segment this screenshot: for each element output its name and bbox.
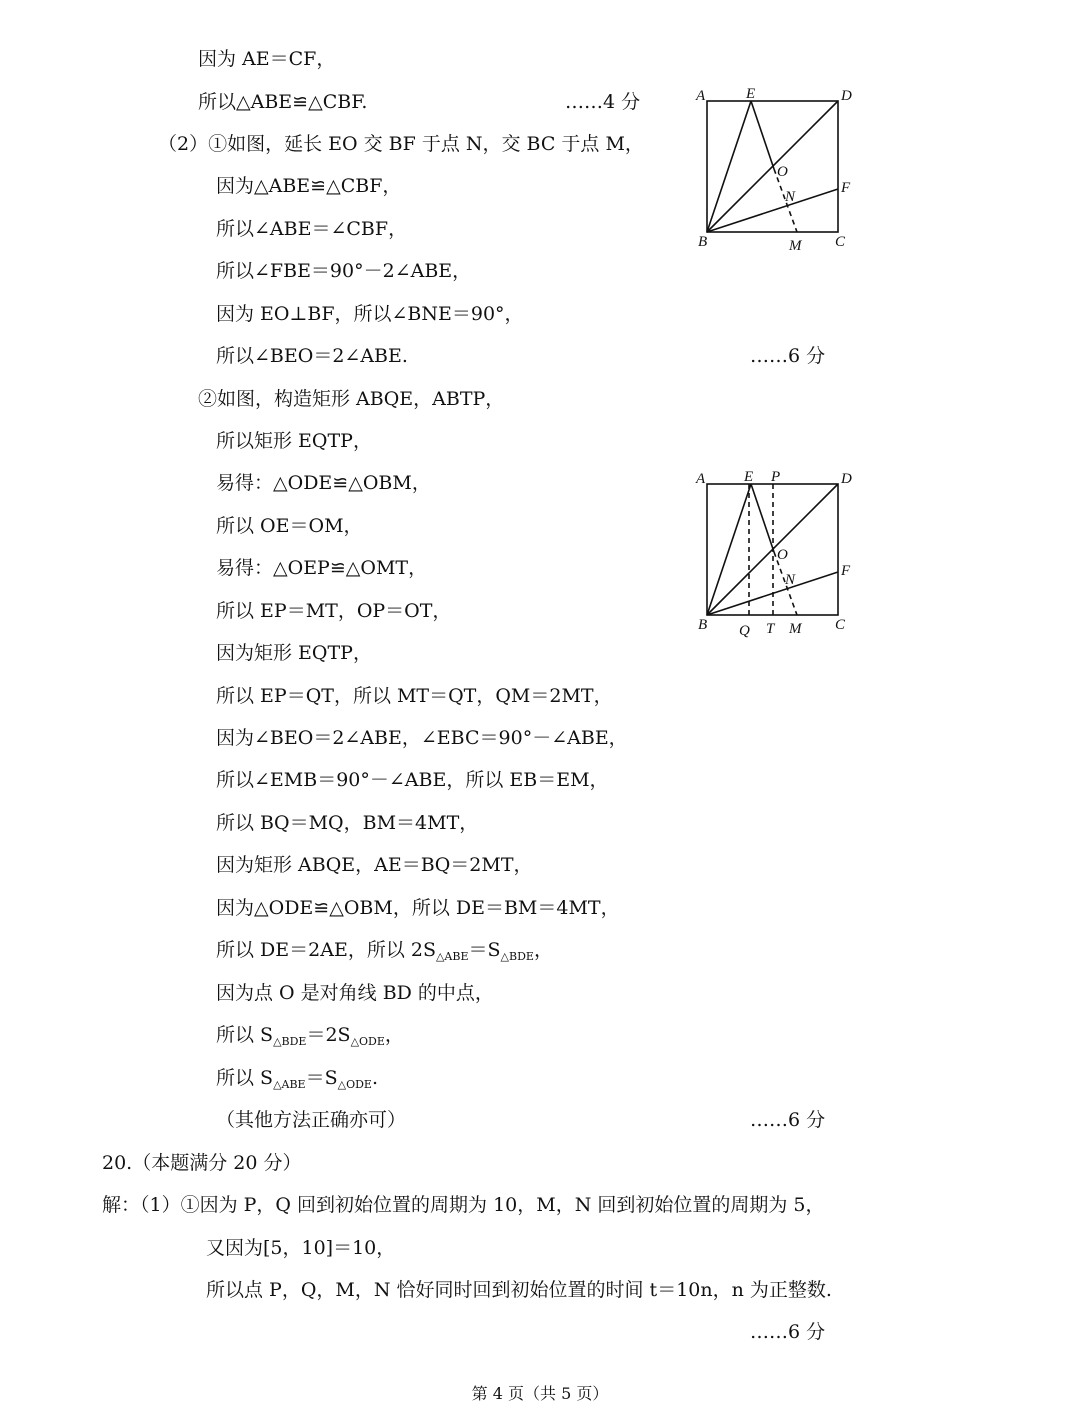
line-s-bde bbox=[216, 1022, 404, 1055]
segment-eo-2 bbox=[751, 484, 774, 552]
figure-square-2 bbox=[690, 467, 860, 643]
label-m: M bbox=[789, 238, 802, 254]
sub-ode: △ODE bbox=[350, 1035, 385, 1048]
sub-abe-2: △ABE bbox=[273, 1078, 306, 1091]
line-bq-eq-mq: 所以 BQ＝MQ，BM＝4MT， bbox=[216, 812, 479, 834]
line-rect-eqtp: 所以矩形 EQTP， bbox=[216, 430, 372, 452]
line-congruent-abe-cbf: 所以△ABE≌△CBF. bbox=[198, 91, 368, 113]
line-s-bde-e: ， bbox=[384, 1024, 404, 1046]
label-f: F bbox=[841, 180, 851, 196]
line-angle-beo-ebc: 因为∠BEO＝2∠ABE，∠EBC＝90°－∠ABE， bbox=[216, 727, 628, 749]
line-de-eq-2ae bbox=[216, 937, 553, 970]
figure-square-1 bbox=[690, 84, 860, 258]
label-o-2: O bbox=[777, 547, 788, 563]
line-oe-eq-om: 所以 OE＝OM， bbox=[216, 515, 363, 537]
label-b: B bbox=[698, 234, 708, 250]
label-n: N bbox=[785, 189, 796, 205]
line-angle-beo: 所以∠BEO＝2∠ABE. bbox=[216, 345, 408, 367]
label-b-2: B bbox=[698, 617, 708, 633]
line-s-abe-c: ＝S bbox=[305, 1067, 338, 1089]
question-20-heading: 20.（本题满分 20 分） bbox=[102, 1152, 302, 1174]
sub-abe: △ABE bbox=[435, 950, 469, 963]
segment-be bbox=[707, 101, 751, 232]
line-angle-emb: 所以∠EMB＝90°－∠ABE，所以 EB＝EM， bbox=[216, 769, 609, 791]
line-rect-abqe: 因为矩形 ABQE，AE＝BQ＝2MT， bbox=[216, 854, 533, 876]
line-part2-intro: （2）①如图，延长 EO 交 BF 于点 N，交 BC 于点 M， bbox=[158, 133, 644, 155]
label-c: C bbox=[835, 234, 846, 250]
label-e: E bbox=[746, 86, 756, 102]
segment-be-2 bbox=[707, 484, 751, 615]
label-o: O bbox=[777, 164, 788, 180]
line-eo-perp-bf: 因为 EO⊥BF，所以∠BNE＝90°， bbox=[216, 303, 524, 325]
line-de-eq-2ae-a: 所以 DE＝2AE，所以 2S bbox=[216, 939, 436, 961]
line-angle-fbe: 所以∠FBE＝90°－2∠ABE， bbox=[216, 260, 472, 282]
label-c-2: C bbox=[835, 617, 846, 633]
label-a: A bbox=[696, 88, 706, 104]
label-m-2: M bbox=[789, 621, 802, 637]
label-p-2: P bbox=[771, 469, 781, 485]
line-de-eq-2ae-c: ＝S bbox=[468, 939, 501, 961]
line-s-bde-c: ＝2S bbox=[306, 1024, 351, 1046]
segment-bf bbox=[707, 189, 838, 232]
label-e-2: E bbox=[744, 469, 754, 485]
line-s-abe bbox=[216, 1065, 378, 1098]
line-time-t: 所以点 P，Q，M，N 恰好同时回到初始位置的时间 t＝10n，n 为正整数. bbox=[206, 1279, 832, 1301]
line-s-abe-e: . bbox=[371, 1067, 378, 1089]
label-n-2: N bbox=[785, 572, 796, 588]
label-q-2: Q bbox=[739, 623, 750, 639]
line-s-abe-a: 所以 S bbox=[216, 1067, 274, 1089]
score-6-a: ……6 分 bbox=[750, 345, 826, 367]
line-de-eq-bm: 因为△ODE≌△OBM，所以 DE＝BM＝4MT， bbox=[216, 897, 620, 919]
label-a-2: A bbox=[696, 471, 706, 487]
line-o-midpoint: 因为点 O 是对角线 BD 的中点， bbox=[216, 982, 494, 1004]
label-f-2: F bbox=[841, 563, 851, 579]
label-d-2: D bbox=[841, 471, 852, 487]
line-congruent-oep-omt: 易得：△OEP≌△OMT， bbox=[216, 557, 428, 579]
score-4: ……4 分 bbox=[565, 91, 641, 113]
line-because-congruent: 因为△ABE≌△CBF， bbox=[216, 175, 402, 197]
sub-bde-2: △BDE bbox=[273, 1035, 307, 1048]
line-s-bde-a: 所以 S bbox=[216, 1024, 274, 1046]
segment-eo bbox=[751, 101, 774, 169]
line-ae-eq-cf: 因为 AE＝CF， bbox=[198, 48, 336, 70]
label-d: D bbox=[841, 88, 852, 104]
line-lcm: 又因为[5，10]＝10， bbox=[206, 1237, 396, 1259]
line-construct-rect: ②如图，构造矩形 ABQE，ABTP， bbox=[198, 388, 505, 410]
line-other-methods: （其他方法正确亦可） bbox=[216, 1109, 407, 1131]
line-ep-eq-qt: 所以 EP＝QT，所以 MT＝QT，QM＝2MT， bbox=[216, 685, 613, 707]
score-6-b: ……6 分 bbox=[750, 1109, 826, 1131]
sub-ode-2: △ODE bbox=[337, 1078, 372, 1091]
page-footer: 第 4 页（共 5 页） bbox=[471, 1384, 609, 1403]
line-congruent-ode-obm: 易得：△ODE≌△OBM， bbox=[216, 472, 431, 494]
line-solution-period: 解：（1）①因为 P，Q 回到初始位置的周期为 10，M，N 回到初始位置的周期为 5， bbox=[102, 1194, 825, 1216]
score-6-c: ……6 分 bbox=[750, 1321, 826, 1343]
label-t-2: T bbox=[766, 621, 775, 637]
line-angle-equal: 所以∠ABE＝∠CBF， bbox=[216, 218, 408, 240]
line-because-rect-eqtp: 因为矩形 EQTP， bbox=[216, 642, 372, 664]
line-ep-eq-mt: 所以 EP＝MT，OP＝OT， bbox=[216, 600, 452, 622]
sub-bde: △BDE bbox=[500, 950, 534, 963]
line-de-eq-2ae-e: ， bbox=[533, 939, 553, 961]
